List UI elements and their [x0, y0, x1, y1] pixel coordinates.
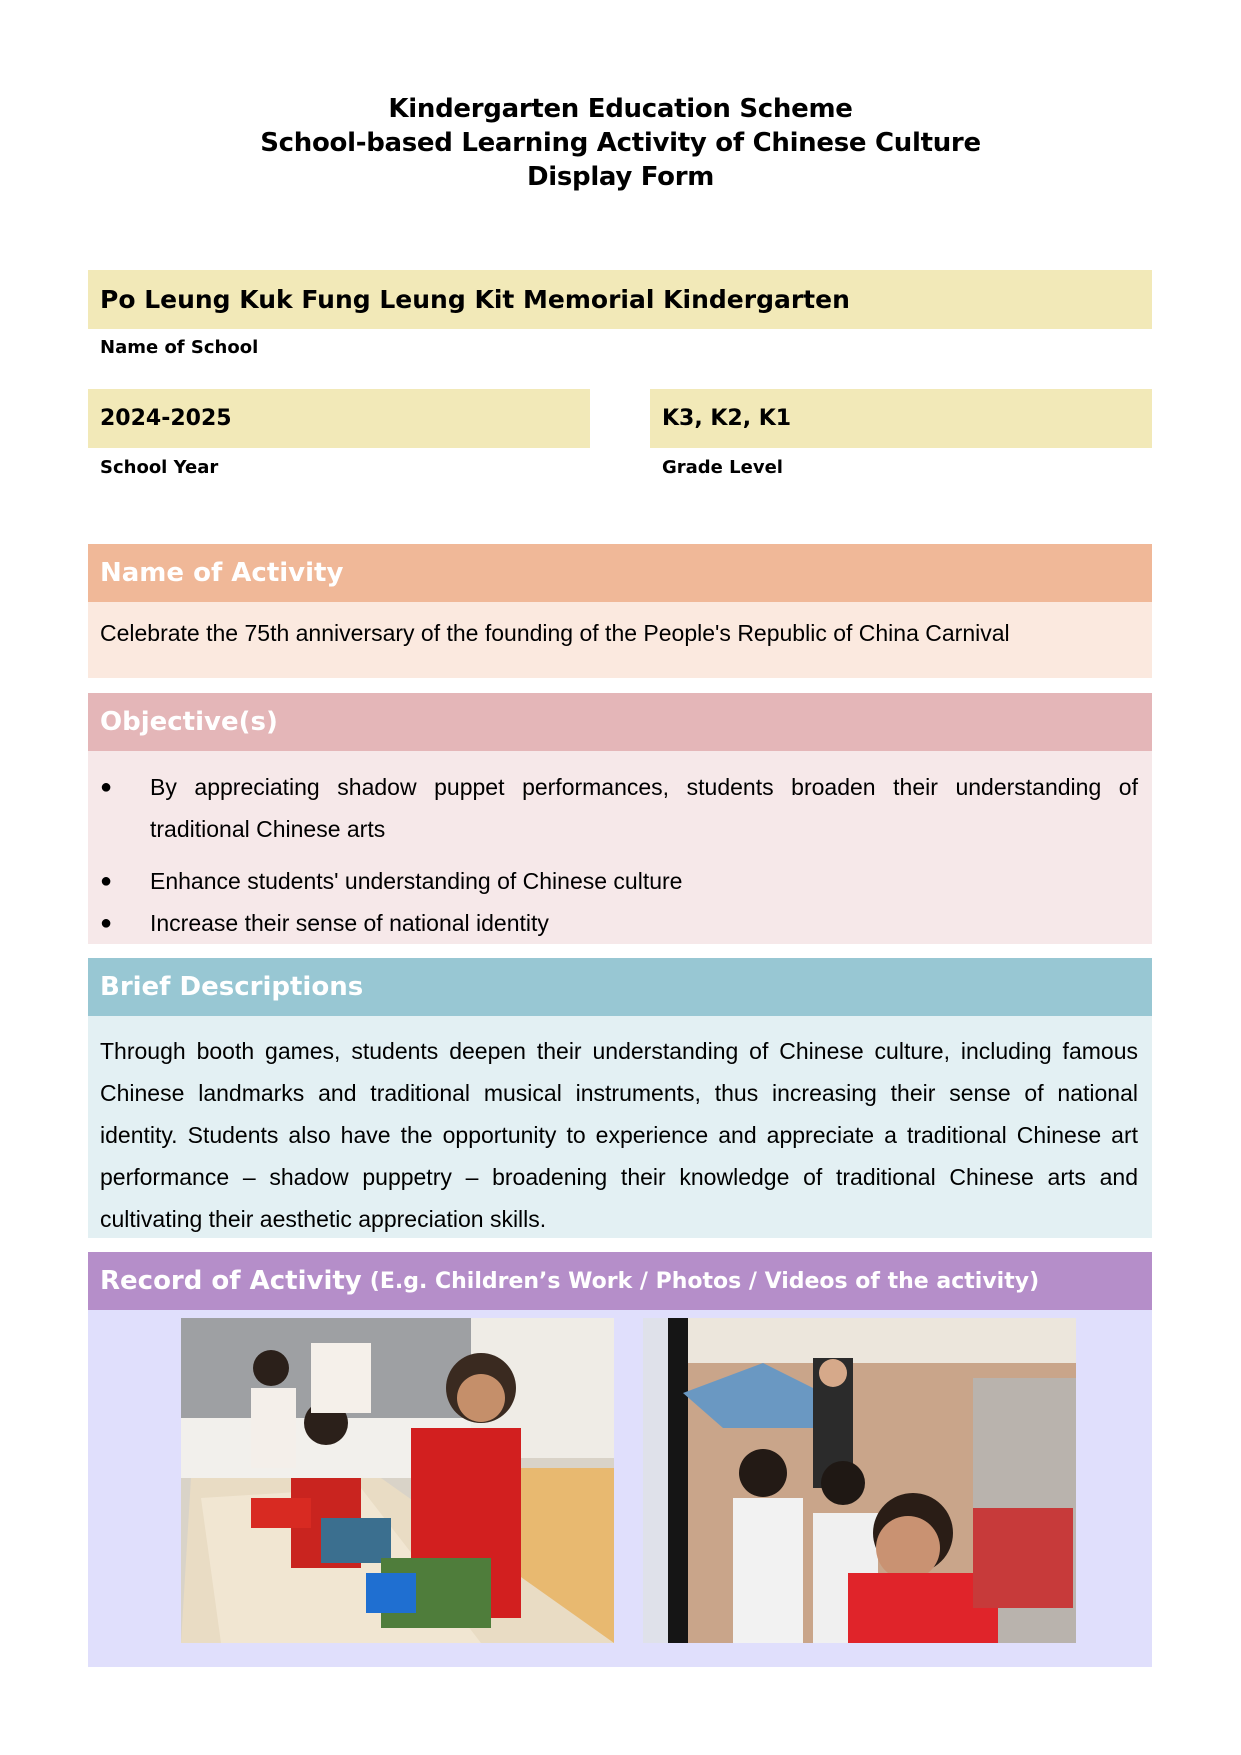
- brief-heading: Brief Descriptions: [100, 972, 364, 1002]
- bullet-icon: ●: [100, 776, 113, 798]
- title-line-form: Display Form: [526, 162, 715, 192]
- school-name-field: [88, 270, 1152, 329]
- brief-text: Through booth games, students deepen their understanding of Chinese culture, including famous Chinese landmarks and traditional musical instruments, thus increasing their sense of national identity. Students also have the opportunity to experience and appreciate a traditional Chinese art performance – shadow puppetry – broadening their knowledge of traditional Chinese arts and cultivating their aesthetic appreciation skills.: [100, 1038, 1138, 1232]
- objective-item: [100, 766, 1138, 850]
- objectives-section: [88, 693, 1152, 944]
- record-body: [88, 1310, 1152, 1667]
- record-section: [88, 1252, 1152, 1667]
- activity-heading: Name of Activity: [100, 558, 344, 588]
- objective-text: Increase their sense of national identity: [150, 910, 549, 936]
- activity-header: [88, 544, 1152, 602]
- objective-text: By appreciating shadow puppet performances, students broaden their understanding of traditional Chinese arts: [150, 774, 1138, 842]
- school-year-field: [88, 389, 590, 448]
- brief-header: [88, 958, 1152, 1016]
- activity-photo-booth: [181, 1318, 614, 1643]
- title-line-activity: School-based Learning Activity of Chinese Culture: [260, 128, 981, 158]
- school-name-value: Po Leung Kuk Fung Leung Kit Memorial Kindergarten: [100, 285, 850, 314]
- school-name-label: Name of School: [100, 337, 259, 358]
- activity-body: [88, 602, 1152, 678]
- grade-level-label: Grade Level: [662, 457, 783, 478]
- grade-level-field: [650, 389, 1152, 448]
- objective-item: [100, 860, 1138, 902]
- record-header: [88, 1252, 1152, 1310]
- brief-section: [88, 958, 1152, 1238]
- activity-photo-shadow-puppet: [643, 1318, 1076, 1643]
- record-subheading: (E.g. Children’s Work / Photos / Videos of the activity): [369, 1268, 1040, 1294]
- bullet-icon: ●: [100, 870, 113, 892]
- objectives-body: [88, 751, 1152, 944]
- bullet-icon: ●: [100, 912, 113, 934]
- title-line-scheme: Kindergarten Education Scheme: [388, 94, 853, 124]
- objective-text: Enhance students' understanding of Chinese culture: [150, 868, 683, 894]
- brief-body: [88, 1016, 1152, 1238]
- form-title: [0, 92, 1241, 194]
- activity-section: [88, 544, 1152, 678]
- objectives-heading: Objective(s): [100, 707, 278, 737]
- grade-level-value: K3, K2, K1: [662, 406, 792, 431]
- objectives-header: [88, 693, 1152, 751]
- school-year-value: 2024-2025: [100, 406, 232, 431]
- objective-item: [100, 902, 1138, 944]
- record-heading: Record of Activity: [100, 1266, 362, 1296]
- school-year-label: School Year: [100, 457, 219, 478]
- activity-name: Celebrate the 75th anniversary of the founding of the People's Republic of China Carnival: [100, 620, 1010, 646]
